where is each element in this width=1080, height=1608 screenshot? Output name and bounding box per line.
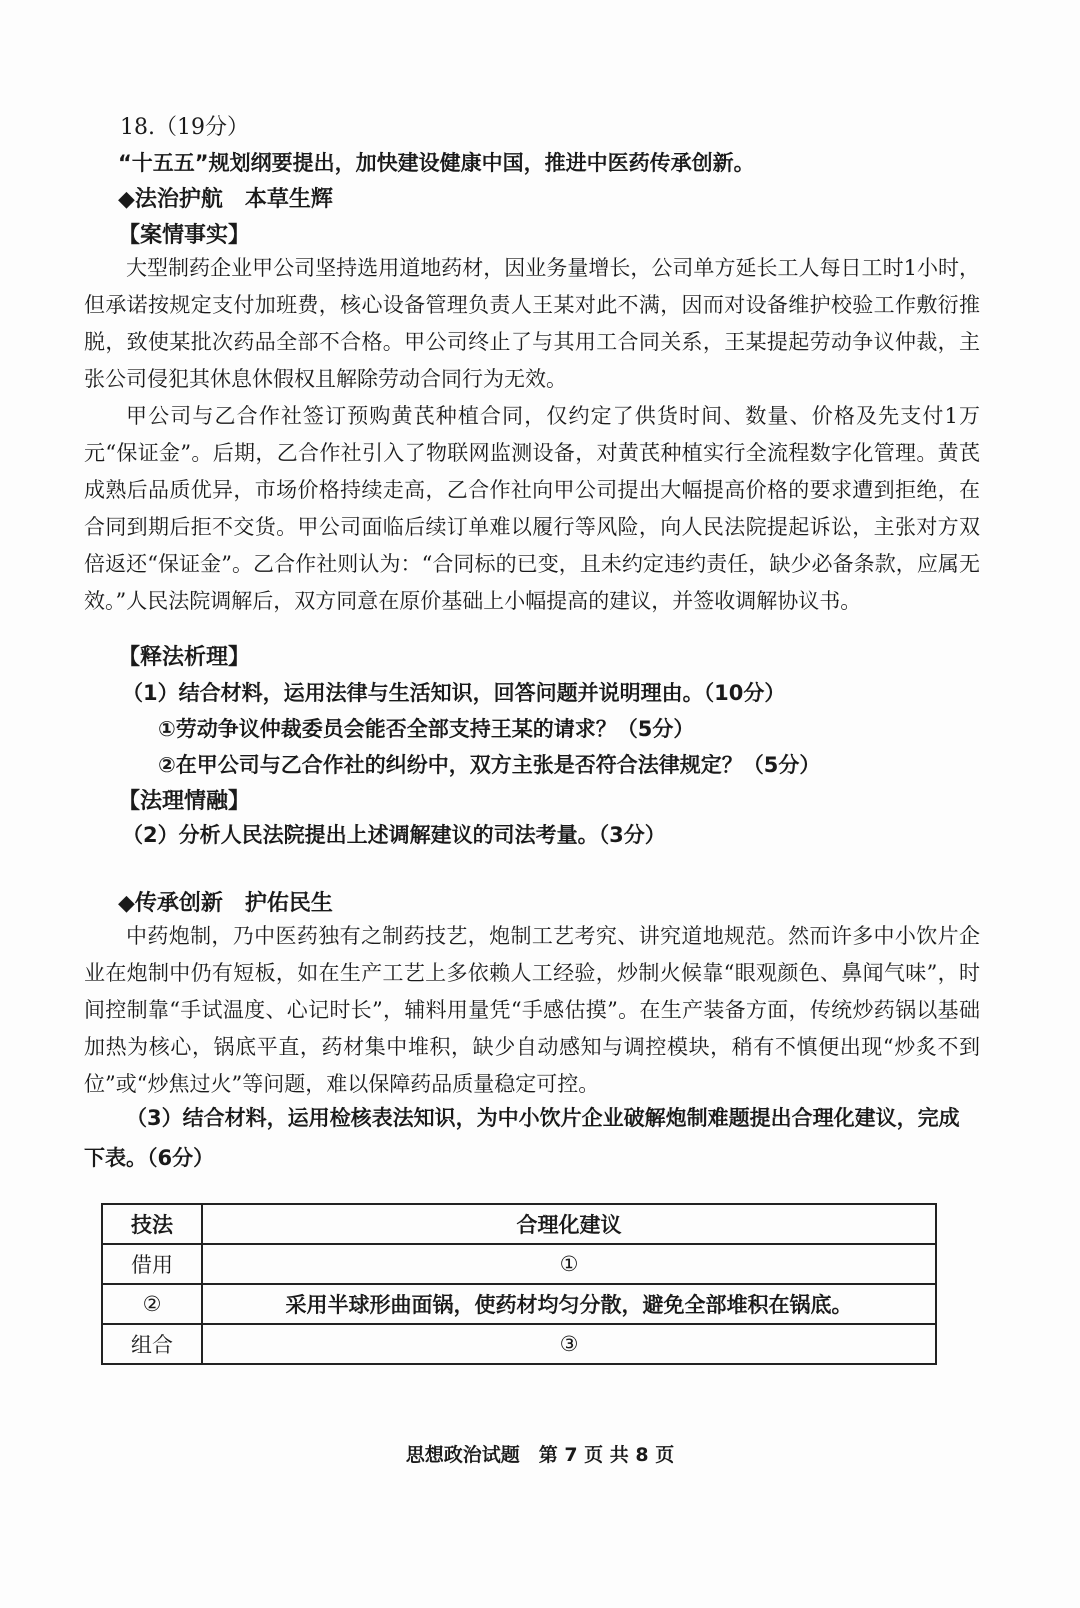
analysis-header: 【释法析理】 xyxy=(118,645,251,670)
table-cell: ③ xyxy=(202,1324,936,1364)
question-1b: ②在甲公司与乙合作社的纠纷中，双方主张是否符合法律规定？（5分） xyxy=(158,753,821,777)
question-2: （2）分析人民法院提出上述调解建议的司法考量。（3分） xyxy=(122,823,666,847)
section2-title: ◆传承创新 护佑民生 xyxy=(118,891,333,916)
table-header-row xyxy=(102,1204,936,1244)
question-3: （3）结合材料，运用检核表法知识，为中小饮片企业破解炮制难题提出合理化建议，完成下表。（6分） xyxy=(84,1106,960,1170)
case-paragraph-2: 甲公司与乙合作社签订预购黄芪种植合同，仅约定了供货时间、数量、价格及先支付1万元“保证金”。后期，乙合作社引入了物联网监测设备，对黄芪种植实行全流程数字化管理。黄芪成熟后品质优异，市场价格持续走高，乙合作社向甲公司提出大幅提高价格的要求遭到拒绝，在合同到期后拒不交货。甲公司面临后续订单难以履行等风险，向人民法院提起诉讼，主张对方双倍返还“保证金”。乙合作社则认为：“合同标的已变，且未约定违约责任，缺少必备条款，应属无效。”人民法院调解后，双方同意在原价基础上小幅提高的建议，并签收调解协议书。 xyxy=(84,404,980,613)
fusion-header: 【法理情融】 xyxy=(118,789,251,814)
table-row xyxy=(102,1324,936,1364)
table-cell: ② xyxy=(102,1284,202,1324)
table-cell: 组合 xyxy=(102,1324,202,1364)
table-cell: ① xyxy=(202,1244,936,1284)
section1-title: ◆法治护航 本草生辉 xyxy=(118,187,333,212)
section2-paragraph: 中药炮制，乃中医药独有之制药技艺，炮制工艺考究、讲究道地规范。然而许多中小饮片企业在炮制中仍有短板，如在生产工艺上多依赖人工经验，炒制火候靠“眼观颜色、鼻闻气味”，时间控制靠“手试温度、心记时长”，辅料用量凭“手感估摸”。在生产装备方面，传统炒药锅以基础加热为核心，锅底平直，药材集中堆积，缺少自动感知与调控模块，稍有不慎便出现“炒炙不到位”或“炒焦过火”等问题，难以保障药品质量稳定可控。 xyxy=(84,924,980,1096)
question-1: （1）结合材料，运用法律与生活知识，回答问题并说明理由。（10分） xyxy=(122,681,786,705)
case-paragraph-1: 大型制药企业甲公司坚持选用道地药材，因业务量增长，公司单方延长工人每日工时1小时，但承诺按规定支付加班费，核心设备管理负责人王某对此不满，因而对设备维护校验工作敷衍推脱，致使某批次药品全部不合格。甲公司终止了与其用工合同关系，王某提起劳动争议仲裁，主张公司侵犯其休息休假权且解除劳动合同行为无效。 xyxy=(84,256,980,391)
page-footer: 思想政治试题 第 7 页 共 8 页 xyxy=(405,1444,675,1466)
case-facts-header: 【案情事实】 xyxy=(118,223,251,248)
table-row xyxy=(102,1244,936,1284)
table-cell: 借用 xyxy=(102,1244,202,1284)
table-cell: 采用半球形曲面锅，使药材均匀分散，避免全部堆积在锅底。 xyxy=(202,1284,936,1324)
question-intro: “十五五”规划纲要提出，加快建设健康中国，推进中医药传承创新。 xyxy=(118,151,755,175)
table-header-cell: 合理化建议 xyxy=(202,1204,936,1244)
table-row xyxy=(102,1284,936,1324)
table-header-cell: 技法 xyxy=(102,1204,202,1244)
question-number: 18.（19分） xyxy=(120,115,249,140)
suggestion-table xyxy=(101,1203,937,1365)
question-1a: ①劳动争议仲裁委员会能否全部支持王某的请求？（5分） xyxy=(158,717,695,741)
